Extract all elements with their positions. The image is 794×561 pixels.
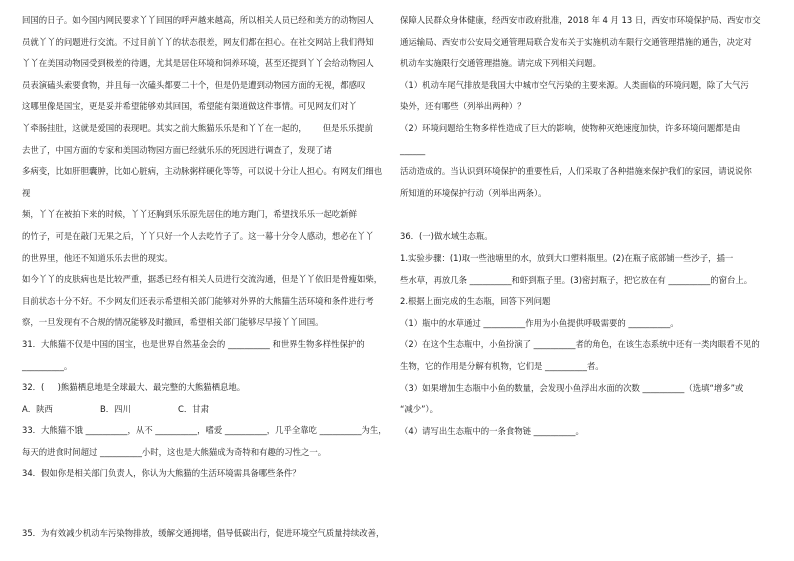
- question-line: 34．假如你是相关部门负责人，你认为大熊猫的生活环境需具备哪些条件？: [22, 468, 301, 479]
- reading-passage: [22, 10, 390, 334]
- passage-line: 的世界里，他还不知道乐乐去世的现实。: [22, 252, 173, 263]
- question-35: [22, 523, 390, 545]
- question-31: [22, 334, 390, 377]
- passage-line: 去世了，中国方面的专家和美国动物园方面已经就乐乐的死因进行调查了，发现了诸: [22, 144, 332, 155]
- question-line: （4）请写出生态瓶中的一条食物链 __________。: [400, 425, 584, 436]
- left-column: [22, 10, 390, 545]
- passage-line: 频，丫丫在被拍下来的时候，丫丫还胸到乐乐原先居住的地方跑门，希望找乐乐一起吃新鲜: [22, 209, 357, 220]
- passage-line: 员表演磕头索要食物，并且每一次磕头都要二十个，但是仍是遭到动物园方面的无视，都感叹: [22, 79, 366, 90]
- question-32: [22, 377, 390, 420]
- passage-line: 回国的日子。如今国内网民要求丫丫回国的呼声越来越高，所以相关人员已经和美方的动物园人: [22, 15, 374, 25]
- question-34: [22, 463, 390, 485]
- passage-line: 丫丫在美国动物园受到极差的待遇，尤其是居住环境和饲养环境，甚至还提到丫丫会给动物园人: [22, 58, 374, 69]
- question-36: [400, 226, 768, 442]
- answer-space: [400, 204, 768, 226]
- question-line: （1）机动车尾气排放是我国大中城市空气污染的主要来源。人类面临的环境问题，除了大气污: [400, 79, 749, 90]
- question-33: [22, 420, 390, 463]
- question-line: 所知道的环境保护行动（列举出两条）。: [400, 187, 547, 198]
- passage-line: 的竹子，可是在敲门无果之后，丫丫只好一个人去吃竹子了。这一幕十分令人感动，想必在丫丫: [22, 230, 374, 241]
- question-line: 染外，还有哪些（列举出两种）？: [400, 101, 526, 112]
- question-line: 活动造成的。当认识到环境保护的重要性后，人们采取了各种措施来保护我们的家园，请说说你: [400, 166, 752, 177]
- option-b: B．四川: [100, 403, 131, 414]
- question-35-part-1: [400, 75, 768, 118]
- question-line: （2）在这个生态瓶中，小鱼扮演了 __________者的角色，在该生态系统中还有一类肉眼看不见的: [400, 339, 760, 350]
- question-subtitle: 2.根据上面完成的生态瓶，回答下列问题: [400, 296, 551, 307]
- question-line: 保障人民群众身体健康，经西安市政府批准，2018 年 4 月 13 日，西安市环境保护局、西安市交: [400, 15, 761, 25]
- question-line: （1）瓶中的水草通过 __________作用为小鱼提供呼吸需要的 __________。: [400, 317, 679, 328]
- question-line: （3）如果增加生态瓶中小鱼的数量，会发现小鱼浮出水面的次数 __________（选填“增多”或: [400, 382, 744, 393]
- question-line: __________。: [22, 360, 73, 371]
- option-list: [22, 399, 390, 421]
- question-line: 31．大熊猫不仅是中国的国宝，也是世界自然基金会的 __________ 和世界生物多样性保护的: [22, 338, 365, 349]
- question-line: 生物，它的作用是分解有机物，它们是 __________者。: [400, 360, 604, 371]
- right-column: [400, 10, 768, 442]
- question-line: 32．( )熊猫栖息地是全球最大、最完整的大熊猫栖息地。: [22, 382, 246, 393]
- question-line: （2）环境问题给生物多样性造成了巨大的影响，使物种灭绝速度加快，许多环境问题都是由 ______: [400, 122, 743, 155]
- passage-line: 如今丫丫的皮肤病也是比较严重，据悉已经有相关人员进行交流沟通，但是丫丫依旧是骨瘦如柴，: [22, 274, 383, 285]
- passage-line: 多病变，比如肝胆囊肿，比如心脏病，主动脉粥样硬化等等，可以说十分让人担心。有网友们细也视: [22, 166, 383, 198]
- question-line: 机动车实施限行交通管理措施。请完成下列相关问题。: [400, 58, 601, 69]
- option-c: C．甘肃: [178, 403, 209, 414]
- question-line: 些水草，再放几条 __________和虾到瓶子里。(3)密封瓶子，把它放在有 __________的窗台上。: [400, 274, 753, 285]
- question-line: 33．大熊猫不饿 __________，从不 __________，嗜爱 __________，几乎全靠吃 __________为生，: [22, 425, 387, 436]
- question-35-part-2: [400, 118, 768, 204]
- option-a: A．陕西: [22, 403, 53, 414]
- passage-line: 察，一旦发现有不合规的情况能够及时撤回，希望相关部门能够尽早接丫丫回国。: [22, 317, 324, 328]
- passage-line: 丫牵肠挂肚，这就是爱国的表现吧。其实之前大熊猫乐乐是和丫丫在一起的， 但是乐乐提前: [22, 122, 373, 133]
- question-line: 每天的进食时间超过 __________小时，这也是大熊猫成为奇特和有趣的习性之一。: [22, 446, 327, 457]
- question-line: “减少”）。: [400, 404, 438, 415]
- passage-line: 目前状态十分不好。不少网友们还表示希望相关部门能够对外界的大熊猫生活环境和条件进行考: [22, 295, 374, 306]
- passage-line: 员就丫丫的问题进行交流。不过目前丫丫的状态很差，网友们都在担心。在社交网站上我们得知: [22, 36, 374, 47]
- answer-space: [22, 485, 390, 523]
- question-35-continued: [400, 10, 768, 75]
- question-line: 35．为有效减少机动车污染物排放，缓解交通拥堵，倡导低碳出行，促进环境空气质量持续改善，: [22, 528, 385, 539]
- question-line: 1.实验步骤：(1)取一些池塘里的水，放到大口塑料瓶里。(2)在瓶子底部铺一些沙子，插一: [400, 252, 734, 263]
- passage-line: 这哪里像是国宝，更是妥并希望能够劝其回国，希望能有渠道做这件事情。可见网友们对丫: [22, 101, 357, 112]
- question-line: 通运输局、西安市公安局交通管理局联合发布关于实施机动车限行交通管理措施的通告，决定对: [400, 36, 752, 47]
- question-title: 36．(一)做水域生态瓶。: [400, 231, 493, 242]
